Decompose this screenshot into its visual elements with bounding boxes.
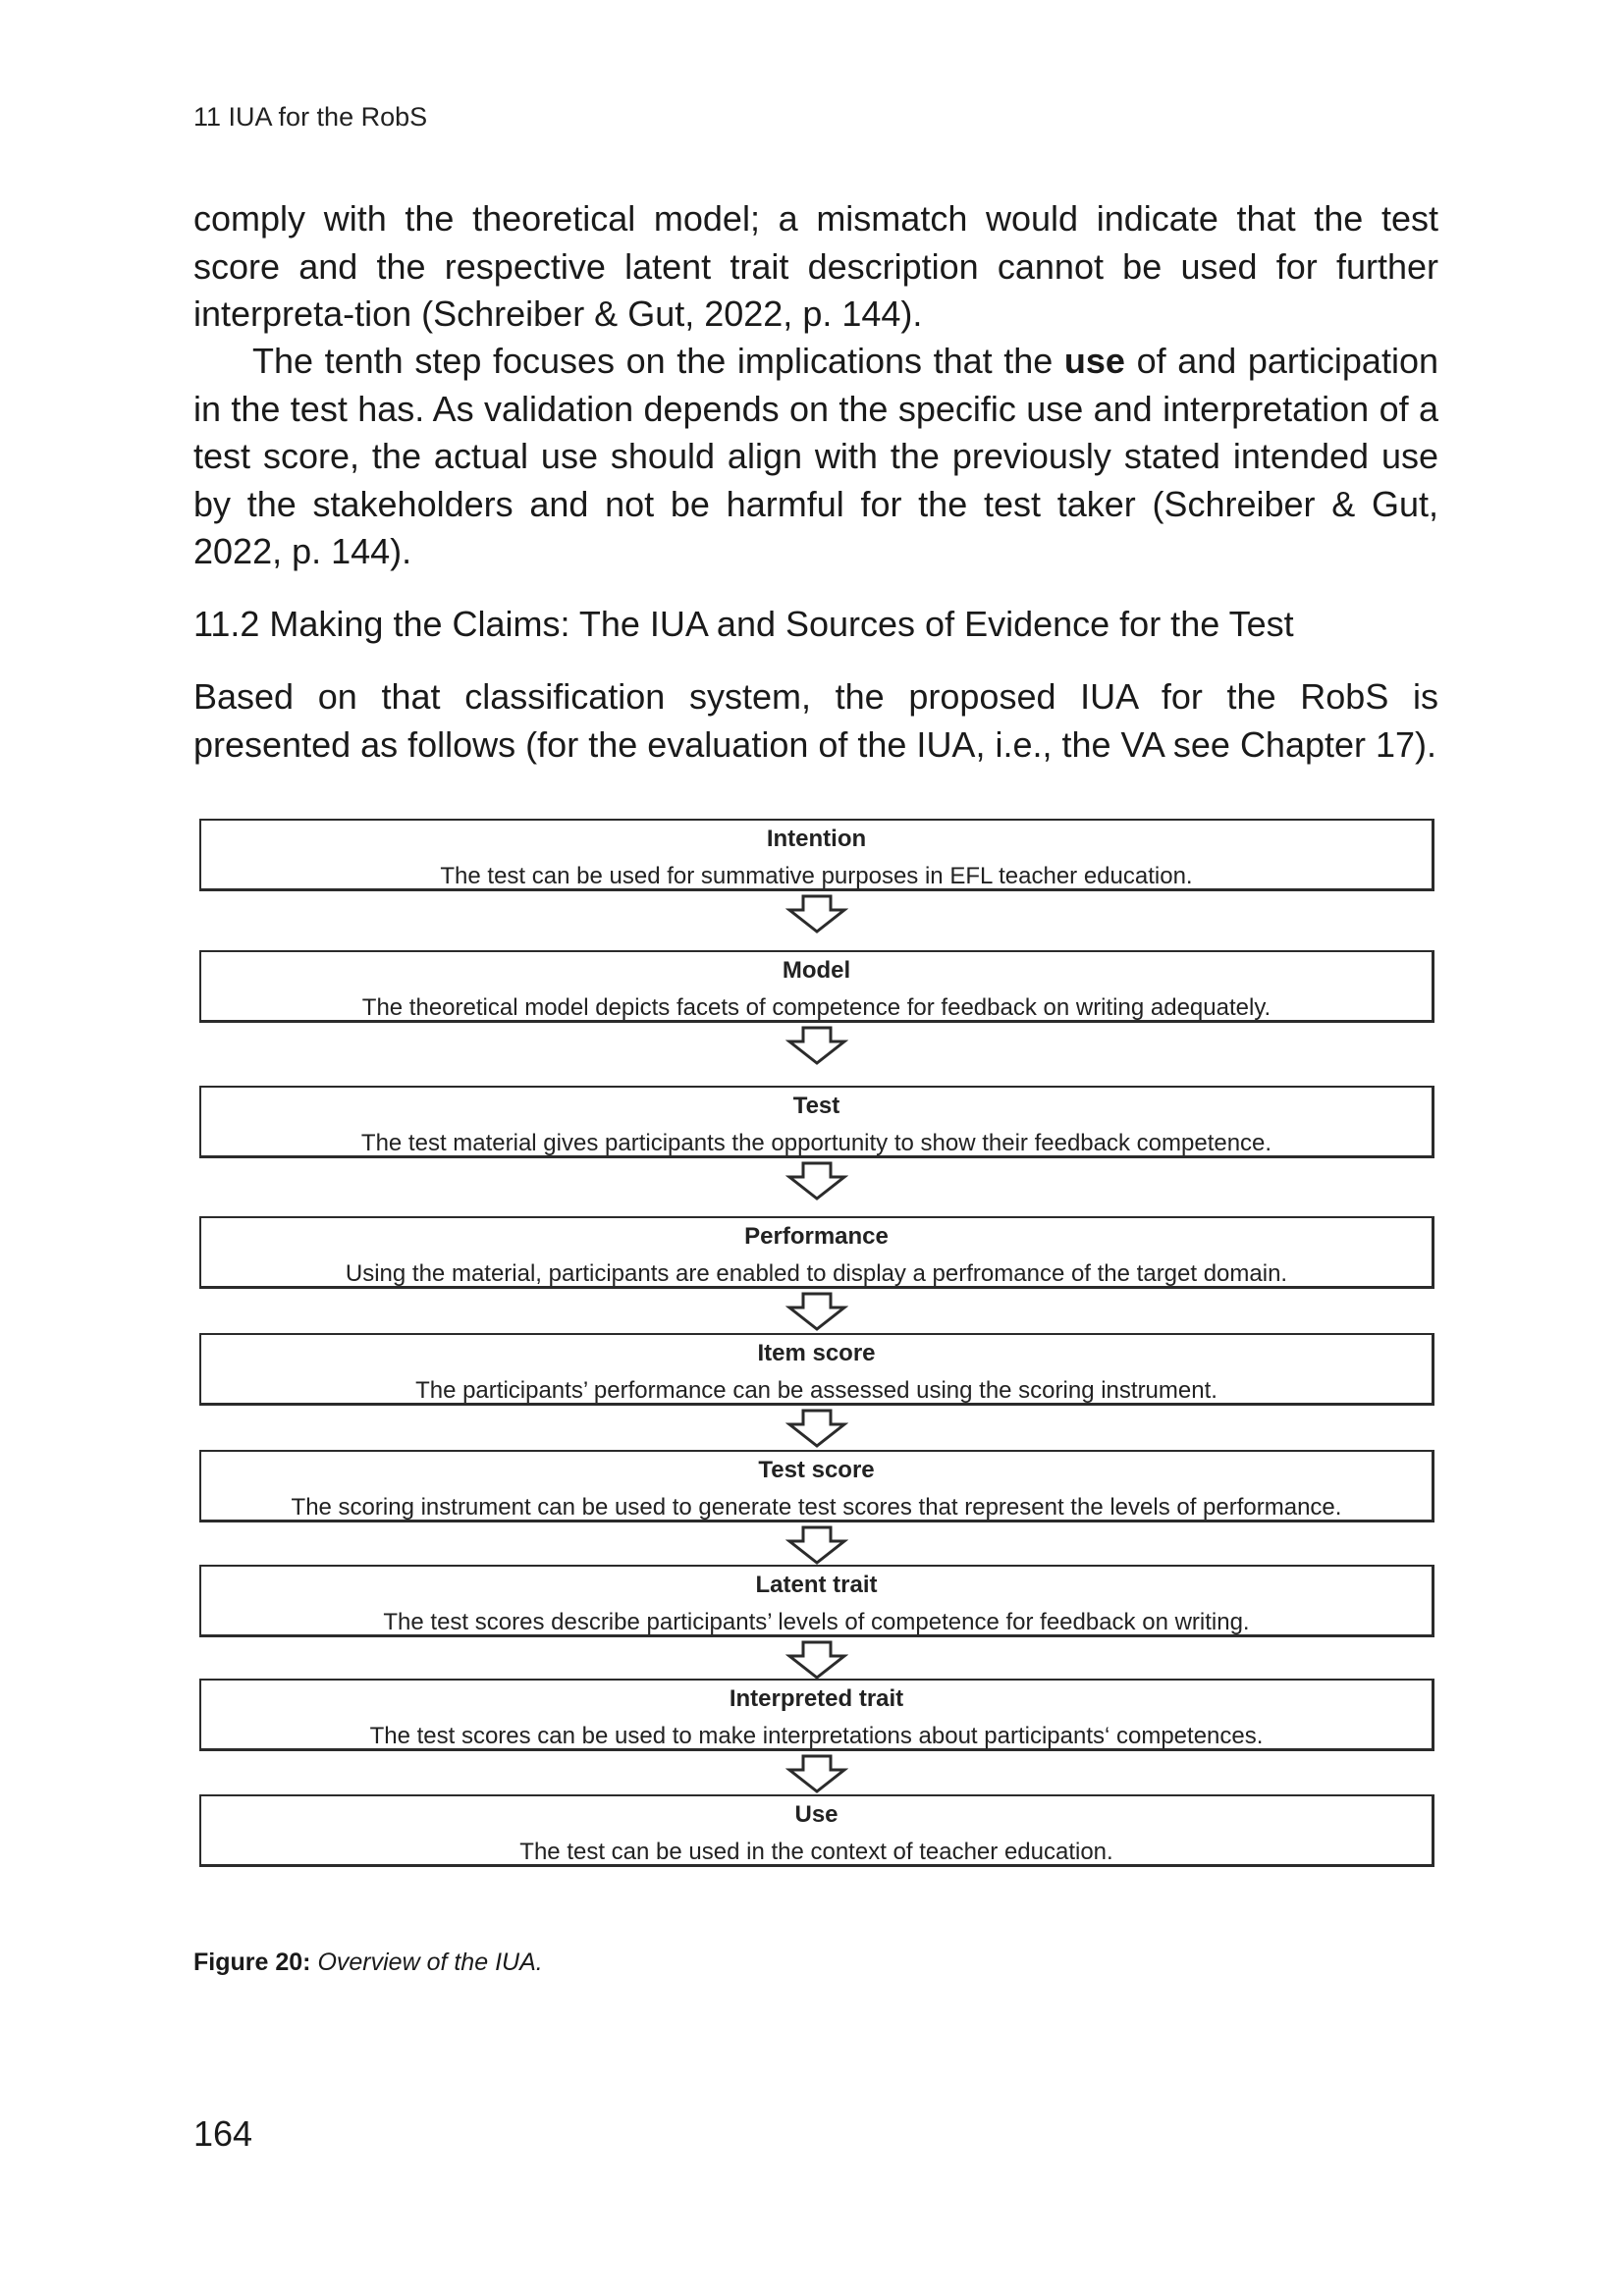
node-text: The participants’ performance can be assessed using the scoring instrument. bbox=[415, 1377, 1217, 1404]
figure-caption bbox=[193, 1949, 543, 1977]
caption-text: Overview of the IUA. bbox=[317, 1949, 543, 1976]
down-arrow-icon bbox=[785, 1754, 848, 1793]
section-heading: 11.2 Making the Claims: The IUA and Sources of Evidence for the Test bbox=[193, 604, 1294, 644]
node-title: Latent trait bbox=[755, 1572, 878, 1598]
down-arrow-icon bbox=[785, 894, 848, 934]
paragraph-2-before: The tenth step focuses on the implications that the bbox=[252, 341, 1064, 381]
down-arrow-icon bbox=[785, 1161, 848, 1201]
paragraph-3: Based on that classification system, the proposed IUA for the RobS is presented as follows (for the evaluation of the IUA, i.e., the VA see Chapter 17). bbox=[193, 676, 1438, 765]
down-arrow-icon bbox=[785, 1640, 848, 1680]
node-latent-trait bbox=[199, 1565, 1434, 1637]
node-intention bbox=[199, 819, 1434, 891]
node-test-score bbox=[199, 1450, 1434, 1522]
down-arrow-icon bbox=[785, 1292, 848, 1331]
page-number: 164 bbox=[193, 2113, 253, 2154]
node-text: The test can be used in the context of teacher education. bbox=[519, 1839, 1113, 1865]
node-title: Use bbox=[794, 1801, 839, 1828]
node-use bbox=[199, 1794, 1434, 1867]
node-title: Interpreted trait bbox=[729, 1685, 904, 1712]
paragraph-1: comply with the theoretical model; a mismatch would indicate that the test score and the respective latent trait description cannot be used for further interpreta-tion (Schreiber & Gut, 2022, p. 144). bbox=[193, 198, 1438, 334]
node-test bbox=[199, 1086, 1434, 1158]
caption-label: Figure 20: bbox=[193, 1949, 311, 1976]
node-text: The scoring instrument can be used to generate test scores that represent the levels of performance. bbox=[291, 1494, 1342, 1521]
running-head: 11 IUA for the RobS bbox=[193, 102, 428, 132]
paragraph-2-bold: use bbox=[1063, 341, 1125, 381]
down-arrow-icon bbox=[785, 1026, 848, 1065]
node-performance bbox=[199, 1216, 1434, 1289]
paragraph-2-after: of and participation in the test has. As validation depends on the specific use and interpretation of a test score, the actual use should align with the previously stated intended use by the stakeholders and not be harmful for the test taker (Schreiber & Gut, 2022, p. 144). bbox=[193, 341, 1438, 571]
node-interpreted-trait bbox=[199, 1679, 1434, 1751]
node-text: The test can be used for summative purposes in EFL teacher education. bbox=[440, 863, 1193, 889]
node-text: The test scores can be used to make interpretations about participants‘ competences. bbox=[369, 1723, 1264, 1749]
iua-flow-diagram bbox=[199, 819, 1434, 1873]
node-title: Test score bbox=[758, 1457, 875, 1483]
paragraph-2 bbox=[193, 338, 1438, 576]
node-model bbox=[199, 950, 1434, 1023]
node-title: Test bbox=[792, 1093, 840, 1119]
node-text: Using the material, participants are enabled to display a perfromance of the target domain. bbox=[345, 1260, 1288, 1287]
node-text: The theoretical model depicts facets of competence for feedback on writing adequately. bbox=[361, 994, 1271, 1021]
down-arrow-icon bbox=[785, 1409, 848, 1448]
down-arrow-icon bbox=[785, 1525, 848, 1565]
node-text: The test material gives participants the opportunity to show their feedback competence. bbox=[360, 1130, 1272, 1156]
node-text: The test scores describe participants’ levels of competence for feedback on writing. bbox=[383, 1609, 1250, 1635]
node-title: Intention bbox=[766, 826, 867, 852]
node-title: Model bbox=[782, 957, 851, 984]
node-item-score bbox=[199, 1333, 1434, 1406]
node-title: Item score bbox=[757, 1340, 876, 1366]
node-title: Performance bbox=[744, 1223, 889, 1250]
